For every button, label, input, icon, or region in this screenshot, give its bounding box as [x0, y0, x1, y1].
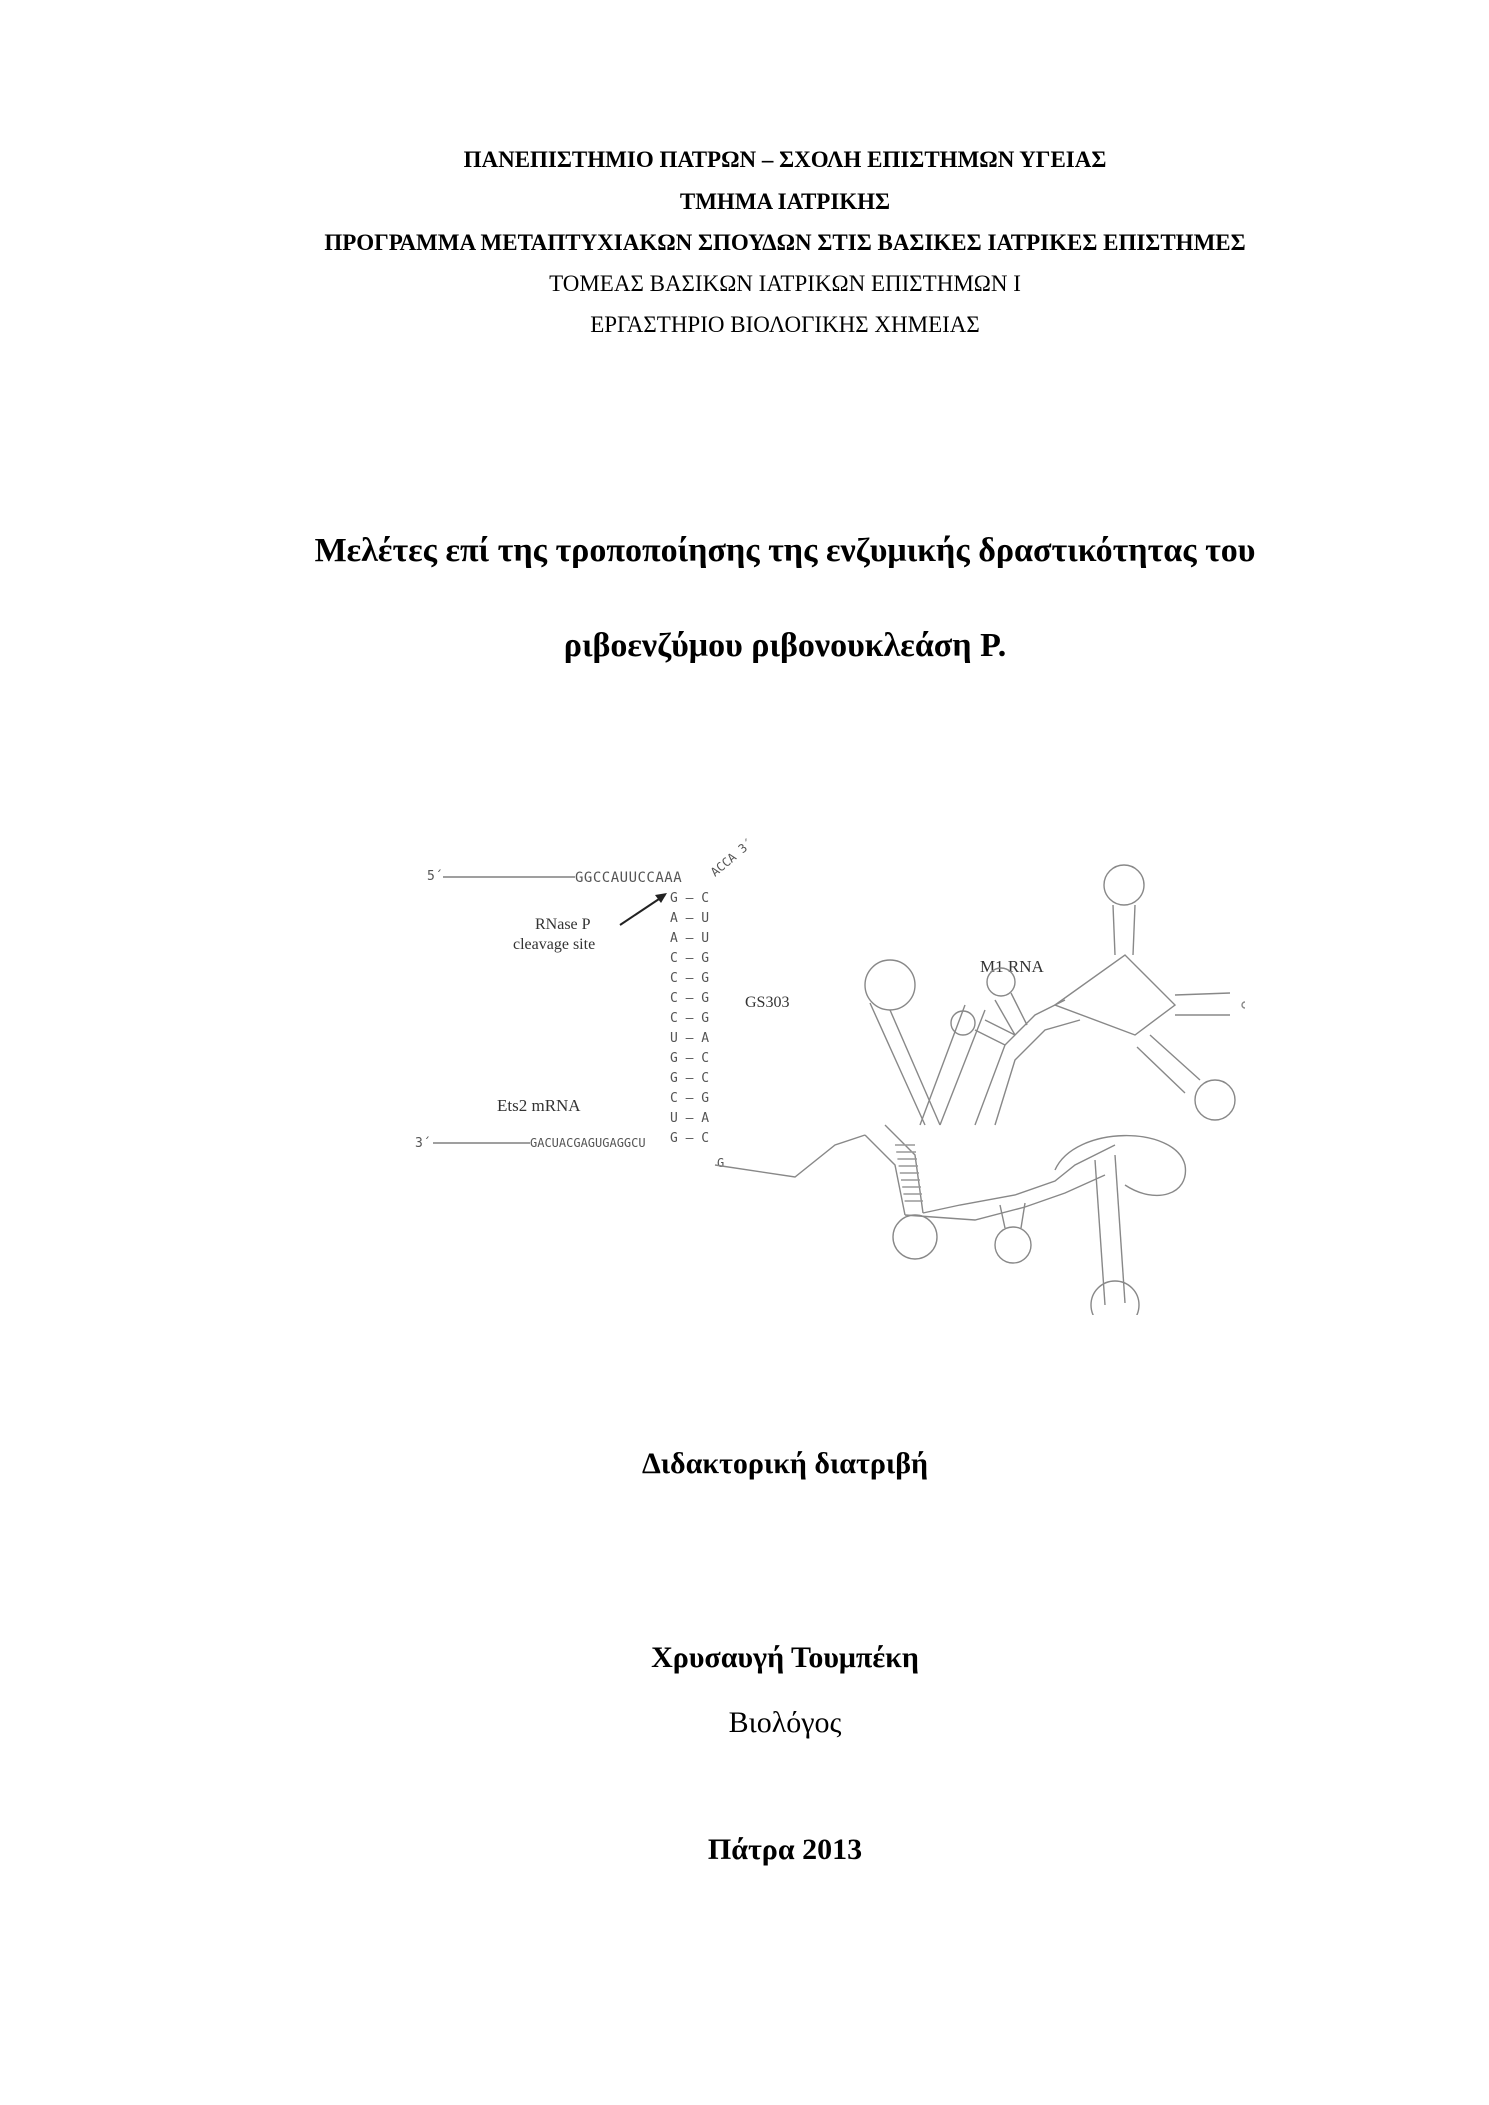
ets2-label: Ets2 mRNA [497, 1096, 581, 1115]
thesis-title-line-2: ριβοενζύμου ριβονουκλεάση P. [563, 627, 1007, 664]
gs303-label: GS303 [745, 994, 790, 1011]
stem-pair: U – A [670, 1031, 710, 1046]
author-name: Χρυσαυγή Τουμπέκη [651, 1641, 919, 1674]
author-profession: Βιολόγος [728, 1706, 842, 1739]
stem-pair: A – U [670, 931, 710, 946]
m1-rna-structure [715, 865, 1245, 1315]
stem-pairs [670, 891, 709, 1146]
rnase-p-diagram [415, 825, 1245, 1315]
three-prime-label: 3΄ [415, 1136, 431, 1151]
rnase-label-1: RNase P [535, 916, 591, 933]
sector-heading: ΤΟΜΕΑΣ ΒΑΣΙΚΩΝ ΙΑΤΡΙΚΩΝ ΕΠΙΣΤΗΜΩΝ Ι [549, 271, 1021, 296]
stem-pair: C – G [670, 971, 710, 986]
stem-pair: A – U [670, 911, 710, 926]
program-heading: ΠΡΟΓΡΑΜΜΑ ΜΕΤΑΠΤΥΧΙΑΚΩΝ ΣΠΟΥΔΩΝ ΣΤΙΣ ΒΑΣΙΚΕΣ ΙΑΤΡΙΚΕΣ ΕΠΙΣΤΗΜΕΣ [324, 230, 1246, 255]
stem-pair: C – G [670, 1011, 710, 1026]
department-heading: ΤΜΗΜΑ ΙΑΤΡΙΚΗΣ [679, 189, 891, 214]
lab-heading: ΕΡΓΑΣΤΗΡΙΟ ΒΙΟΛΟΓΙΚΗΣ ΧΗΜΕΙΑΣ [590, 312, 980, 337]
stem-pair: G – C [670, 1131, 710, 1146]
tail-nucleotide: G [717, 1156, 725, 1170]
stem-pair: C – G [670, 951, 710, 966]
stem-pair: G – C [670, 1071, 710, 1086]
m1-rna-label: M1 RNA [980, 957, 1044, 976]
university-heading: ΠΑΝΕΠΙΣΤΗΜΙΟ ΠΑΤΡΩΝ – ΣΧΟΛΗ ΕΠΙΣΤΗΜΩΝ ΥΓΕΙΑΣ [463, 147, 1107, 172]
acca-label: ACCA 3΄ [707, 836, 756, 880]
cleavage-arrow [620, 895, 665, 925]
stem-pair: C – G [670, 1091, 710, 1106]
place-and-year: Πάτρα 2013 [707, 1833, 863, 1866]
stem-pair: U – A [670, 1111, 710, 1126]
stem-pair: G – C [670, 1051, 710, 1066]
top-strand-sequence: GGCCAUUCCAAA [575, 870, 683, 886]
stem-pair: G – C [670, 891, 710, 906]
bottom-strand-sequence: GACUACGAGUGAGGCU [530, 1136, 646, 1150]
five-prime-label: 5΄ [427, 869, 443, 884]
degree-label: Διδακτορική διατριβή [641, 1447, 929, 1480]
rnase-label-2: cleavage site [513, 936, 596, 953]
thesis-title-line-1: Μελέτες επί της τροποποίησης της ενζυμικής δραστικότητας του [314, 532, 1256, 569]
stem-pair: C – G [670, 991, 710, 1006]
